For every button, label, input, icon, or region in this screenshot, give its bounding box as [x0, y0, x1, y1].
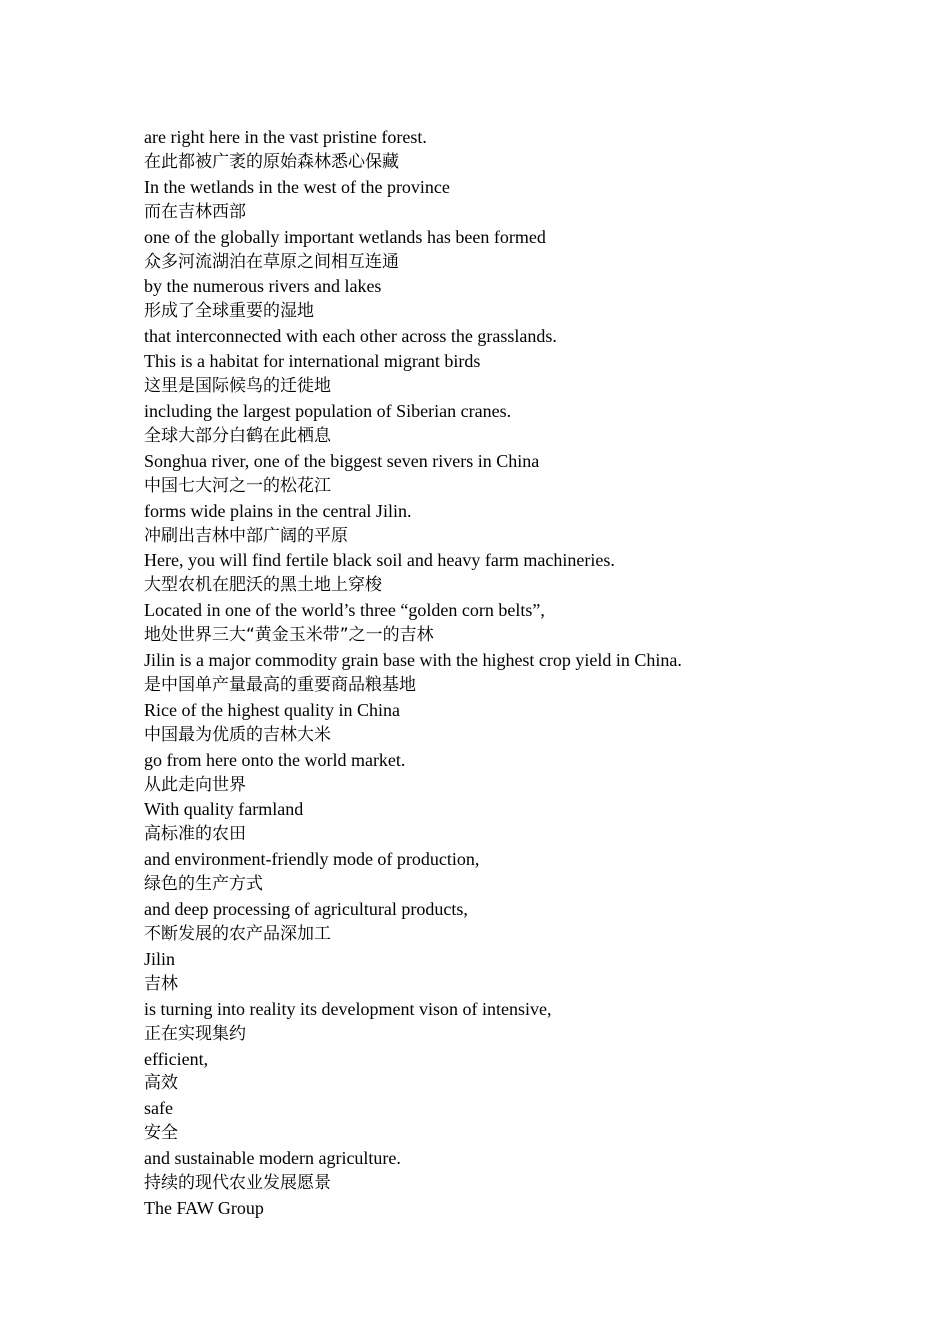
english-text-line: safe [144, 1098, 173, 1119]
english-text-line: and deep processing of agricultural products, [144, 899, 468, 920]
chinese-text-line: 在此都被广袤的原始森林悉心保藏 [144, 151, 399, 172]
english-text-line: Jilin is a major commodity grain base with the highest crop yield in China. [144, 650, 682, 671]
english-text-line: The FAW Group [144, 1197, 264, 1218]
english-text-line: efficient, [144, 1048, 209, 1069]
english-text-line: and environment-friendly mode of production, [144, 849, 480, 870]
chinese-text-line: 地处世界三大“黄金玉米带”之一的吉林 [144, 625, 434, 646]
chinese-text-line: 中国最为优质的吉林大米 [144, 724, 331, 745]
english-text-line: This is a habitat for international migrant birds [144, 351, 481, 372]
chinese-text-line: 持续的现代农业发展愿景 [144, 1173, 331, 1194]
chinese-text-line: 是中国单产量最高的重要商品粮基地 [144, 674, 416, 695]
english-text-line: Here, you will find fertile black soil and heavy farm machineries. [144, 550, 615, 571]
chinese-text-line: 吉林 [144, 973, 178, 994]
chinese-text-line: 大型农机在肥沃的黑土地上穿梭 [144, 575, 382, 596]
english-text-line: are right here in the vast pristine forest. [144, 127, 427, 147]
chinese-text-line: 安全 [144, 1123, 178, 1144]
english-text-line: and sustainable modern agriculture. [144, 1148, 401, 1169]
english-text-line: In the wetlands in the west of the province [144, 176, 450, 197]
english-text-line: Rice of the highest quality in China [144, 699, 400, 720]
english-text-line: is turning into reality its development vison of intensive, [144, 998, 552, 1019]
chinese-text-line: 绿色的生产方式 [144, 874, 263, 895]
english-text-line: by the numerous rivers and lakes [144, 276, 382, 297]
chinese-text-line: 形成了全球重要的湿地 [144, 301, 314, 322]
chinese-text-line: 众多河流湖泊在草原之间相互连通 [144, 251, 399, 272]
chinese-text-line: 高效 [144, 1073, 178, 1094]
chinese-text-line: 而在吉林西部 [144, 201, 246, 222]
english-text-line: Jilin [144, 948, 176, 969]
english-text-line: Located in one of the world’s three “golden corn belts”, [144, 600, 545, 621]
chinese-text-line: 全球大部分白鹤在此栖息 [144, 425, 331, 446]
chinese-text-line: 这里是国际候鸟的迁徙地 [144, 376, 331, 397]
chinese-text-line: 中国七大河之一的松花江 [144, 475, 331, 496]
english-text-line: one of the globally important wetlands has been formed [144, 226, 546, 247]
chinese-text-line: 不断发展的农产品深加工 [144, 924, 331, 944]
english-text-line: forms wide plains in the central Jilin. [144, 500, 412, 521]
english-text-line: Songhua river, one of the biggest seven rivers in China [144, 450, 540, 471]
english-text-line: that interconnected with each other across the grasslands. [144, 326, 557, 347]
chinese-text-line: 高标准的农田 [144, 824, 246, 845]
english-text-line: including the largest population of Siberian cranes. [144, 400, 512, 421]
english-text-line: With quality farmland [144, 799, 304, 820]
chinese-text-line: 从此走向世界 [144, 774, 246, 795]
english-text-line: go from here onto the world market. [144, 749, 406, 770]
document-body [144, 125, 904, 1221]
chinese-text-line: 冲刷出吉林中部广阔的平原 [144, 525, 348, 546]
chinese-text-line: 正在实现集约 [144, 1023, 246, 1044]
